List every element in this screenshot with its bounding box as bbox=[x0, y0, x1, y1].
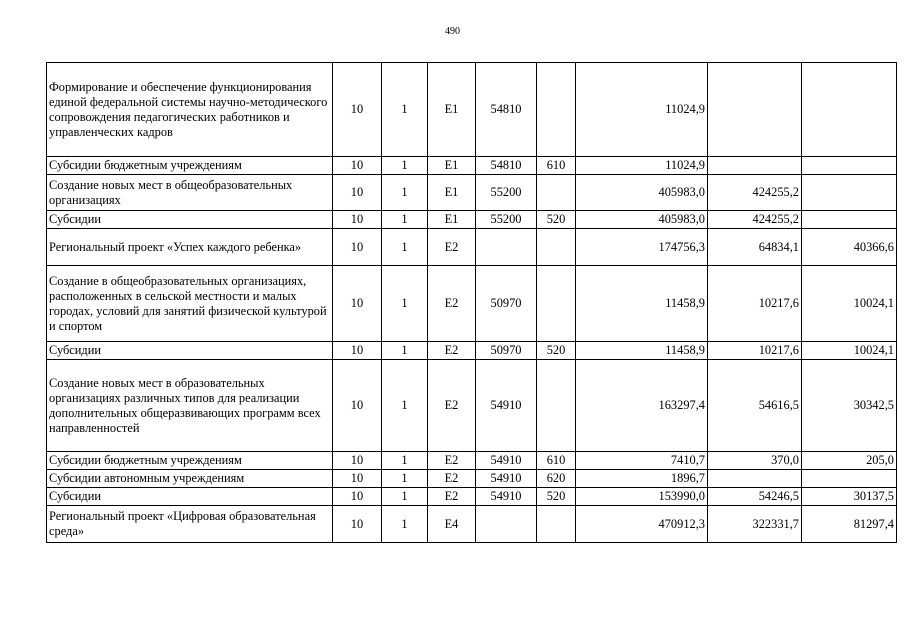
amount-year1-cell: 7410,7 bbox=[576, 452, 708, 470]
subsection-code-cell: 1 bbox=[382, 452, 428, 470]
table-row bbox=[47, 175, 897, 211]
program-code-cell: Е1 bbox=[428, 157, 476, 175]
amount-year1-cell: 174756,3 bbox=[576, 229, 708, 266]
table-row bbox=[47, 229, 897, 266]
program-code-cell: Е1 bbox=[428, 211, 476, 229]
item-code-cell: 54910 bbox=[476, 488, 537, 506]
row-name-cell: Создание новых мест в общеобразовательных организациях bbox=[47, 175, 333, 211]
program-code-cell: Е1 bbox=[428, 63, 476, 157]
expense-type-cell bbox=[537, 506, 576, 543]
amount-year1-cell: 405983,0 bbox=[576, 175, 708, 211]
table-row bbox=[47, 506, 897, 543]
item-code-cell: 50970 bbox=[476, 266, 537, 342]
row-name-cell: Региональный проект «Цифровая образовательная среда» bbox=[47, 506, 333, 543]
expense-type-cell bbox=[537, 229, 576, 266]
amount-year1-cell: 1896,7 bbox=[576, 470, 708, 488]
program-code-cell: Е2 bbox=[428, 488, 476, 506]
table-row bbox=[47, 211, 897, 229]
section-code-cell: 10 bbox=[333, 506, 382, 543]
subsection-code-cell: 1 bbox=[382, 266, 428, 342]
amount-year2-cell: 424255,2 bbox=[708, 211, 802, 229]
subsection-code-cell: 1 bbox=[382, 229, 428, 266]
row-name-cell: Создание новых мест в образовательных организациях различных типов для реализации дополнительных общеразвивающих программ всех направленностей bbox=[47, 360, 333, 452]
amount-year2-cell: 424255,2 bbox=[708, 175, 802, 211]
subsection-code-cell: 1 bbox=[382, 157, 428, 175]
amount-year3-cell: 30137,5 bbox=[802, 488, 897, 506]
expense-type-cell: 520 bbox=[537, 211, 576, 229]
amount-year3-cell: 205,0 bbox=[802, 452, 897, 470]
table-row bbox=[47, 342, 897, 360]
row-name-cell: Субсидии автономным учреждениям bbox=[47, 470, 333, 488]
item-code-cell: 54810 bbox=[476, 157, 537, 175]
table-row bbox=[47, 266, 897, 342]
subsection-code-cell: 1 bbox=[382, 175, 428, 211]
subsection-code-cell: 1 bbox=[382, 360, 428, 452]
amount-year3-cell: 10024,1 bbox=[802, 266, 897, 342]
amount-year1-cell: 470912,3 bbox=[576, 506, 708, 543]
section-code-cell: 10 bbox=[333, 229, 382, 266]
expense-type-cell bbox=[537, 266, 576, 342]
item-code-cell: 54910 bbox=[476, 470, 537, 488]
expense-type-cell: 520 bbox=[537, 488, 576, 506]
program-code-cell: Е2 bbox=[428, 470, 476, 488]
amount-year1-cell: 405983,0 bbox=[576, 211, 708, 229]
amount-year2-cell bbox=[708, 470, 802, 488]
amount-year2-cell: 54616,5 bbox=[708, 360, 802, 452]
subsection-code-cell: 1 bbox=[382, 63, 428, 157]
amount-year2-cell: 370,0 bbox=[708, 452, 802, 470]
program-code-cell: Е2 bbox=[428, 266, 476, 342]
page-number: 490 bbox=[445, 26, 460, 37]
section-code-cell: 10 bbox=[333, 211, 382, 229]
item-code-cell: 54910 bbox=[476, 452, 537, 470]
table-row bbox=[47, 360, 897, 452]
row-name-cell: Субсидии bbox=[47, 342, 333, 360]
section-code-cell: 10 bbox=[333, 342, 382, 360]
section-code-cell: 10 bbox=[333, 488, 382, 506]
amount-year3-cell bbox=[802, 157, 897, 175]
amount-year3-cell: 10024,1 bbox=[802, 342, 897, 360]
row-name-cell: Субсидии бюджетным учреждениям bbox=[47, 452, 333, 470]
amount-year1-cell: 153990,0 bbox=[576, 488, 708, 506]
program-code-cell: Е2 bbox=[428, 452, 476, 470]
expense-type-cell: 520 bbox=[537, 342, 576, 360]
section-code-cell: 10 bbox=[333, 157, 382, 175]
program-code-cell: Е4 bbox=[428, 506, 476, 543]
amount-year3-cell bbox=[802, 211, 897, 229]
table-row bbox=[47, 470, 897, 488]
row-name-cell: Создание в общеобразовательных организациях, расположенных в сельской местности и малых городах, условий для занятий физической культурой и спортом bbox=[47, 266, 333, 342]
section-code-cell: 10 bbox=[333, 175, 382, 211]
expense-type-cell: 610 bbox=[537, 157, 576, 175]
section-code-cell: 10 bbox=[333, 452, 382, 470]
item-code-cell: 54910 bbox=[476, 360, 537, 452]
program-code-cell: Е2 bbox=[428, 342, 476, 360]
item-code-cell: 55200 bbox=[476, 211, 537, 229]
row-name-cell: Субсидии бюджетным учреждениям bbox=[47, 157, 333, 175]
table-row bbox=[47, 488, 897, 506]
expense-type-cell: 610 bbox=[537, 452, 576, 470]
row-name-cell: Субсидии bbox=[47, 488, 333, 506]
amount-year2-cell: 322331,7 bbox=[708, 506, 802, 543]
amount-year3-cell bbox=[802, 175, 897, 211]
section-code-cell: 10 bbox=[333, 266, 382, 342]
amount-year2-cell bbox=[708, 157, 802, 175]
amount-year2-cell bbox=[708, 63, 802, 157]
item-code-cell: 55200 bbox=[476, 175, 537, 211]
amount-year1-cell: 11458,9 bbox=[576, 342, 708, 360]
program-code-cell: Е2 bbox=[428, 229, 476, 266]
amount-year2-cell: 10217,6 bbox=[708, 342, 802, 360]
row-name-cell: Формирование и обеспечение функционирования единой федеральной системы научно-методического сопровождения педагогических работников и управленческих кадров bbox=[47, 63, 333, 157]
item-code-cell: 54810 bbox=[476, 63, 537, 157]
amount-year1-cell: 11024,9 bbox=[576, 157, 708, 175]
subsection-code-cell: 1 bbox=[382, 506, 428, 543]
amount-year1-cell: 11024,9 bbox=[576, 63, 708, 157]
expense-type-cell bbox=[537, 175, 576, 211]
item-code-cell bbox=[476, 229, 537, 266]
section-code-cell: 10 bbox=[333, 63, 382, 157]
budget-table bbox=[46, 62, 897, 543]
section-code-cell: 10 bbox=[333, 360, 382, 452]
amount-year2-cell: 10217,6 bbox=[708, 266, 802, 342]
subsection-code-cell: 1 bbox=[382, 211, 428, 229]
amount-year2-cell: 54246,5 bbox=[708, 488, 802, 506]
item-code-cell bbox=[476, 506, 537, 543]
amount-year2-cell: 64834,1 bbox=[708, 229, 802, 266]
amount-year3-cell: 81297,4 bbox=[802, 506, 897, 543]
amount-year3-cell: 30342,5 bbox=[802, 360, 897, 452]
amount-year1-cell: 163297,4 bbox=[576, 360, 708, 452]
subsection-code-cell: 1 bbox=[382, 342, 428, 360]
amount-year1-cell: 11458,9 bbox=[576, 266, 708, 342]
amount-year3-cell bbox=[802, 63, 897, 157]
expense-type-cell bbox=[537, 360, 576, 452]
section-code-cell: 10 bbox=[333, 470, 382, 488]
table-row bbox=[47, 157, 897, 175]
table-row bbox=[47, 63, 897, 157]
amount-year3-cell: 40366,6 bbox=[802, 229, 897, 266]
program-code-cell: Е1 bbox=[428, 175, 476, 211]
amount-year3-cell bbox=[802, 470, 897, 488]
row-name-cell: Региональный проект «Успех каждого ребенка» bbox=[47, 229, 333, 266]
table-row bbox=[47, 452, 897, 470]
row-name-cell: Субсидии bbox=[47, 211, 333, 229]
subsection-code-cell: 1 bbox=[382, 488, 428, 506]
item-code-cell: 50970 bbox=[476, 342, 537, 360]
expense-type-cell bbox=[537, 63, 576, 157]
subsection-code-cell: 1 bbox=[382, 470, 428, 488]
expense-type-cell: 620 bbox=[537, 470, 576, 488]
program-code-cell: Е2 bbox=[428, 360, 476, 452]
